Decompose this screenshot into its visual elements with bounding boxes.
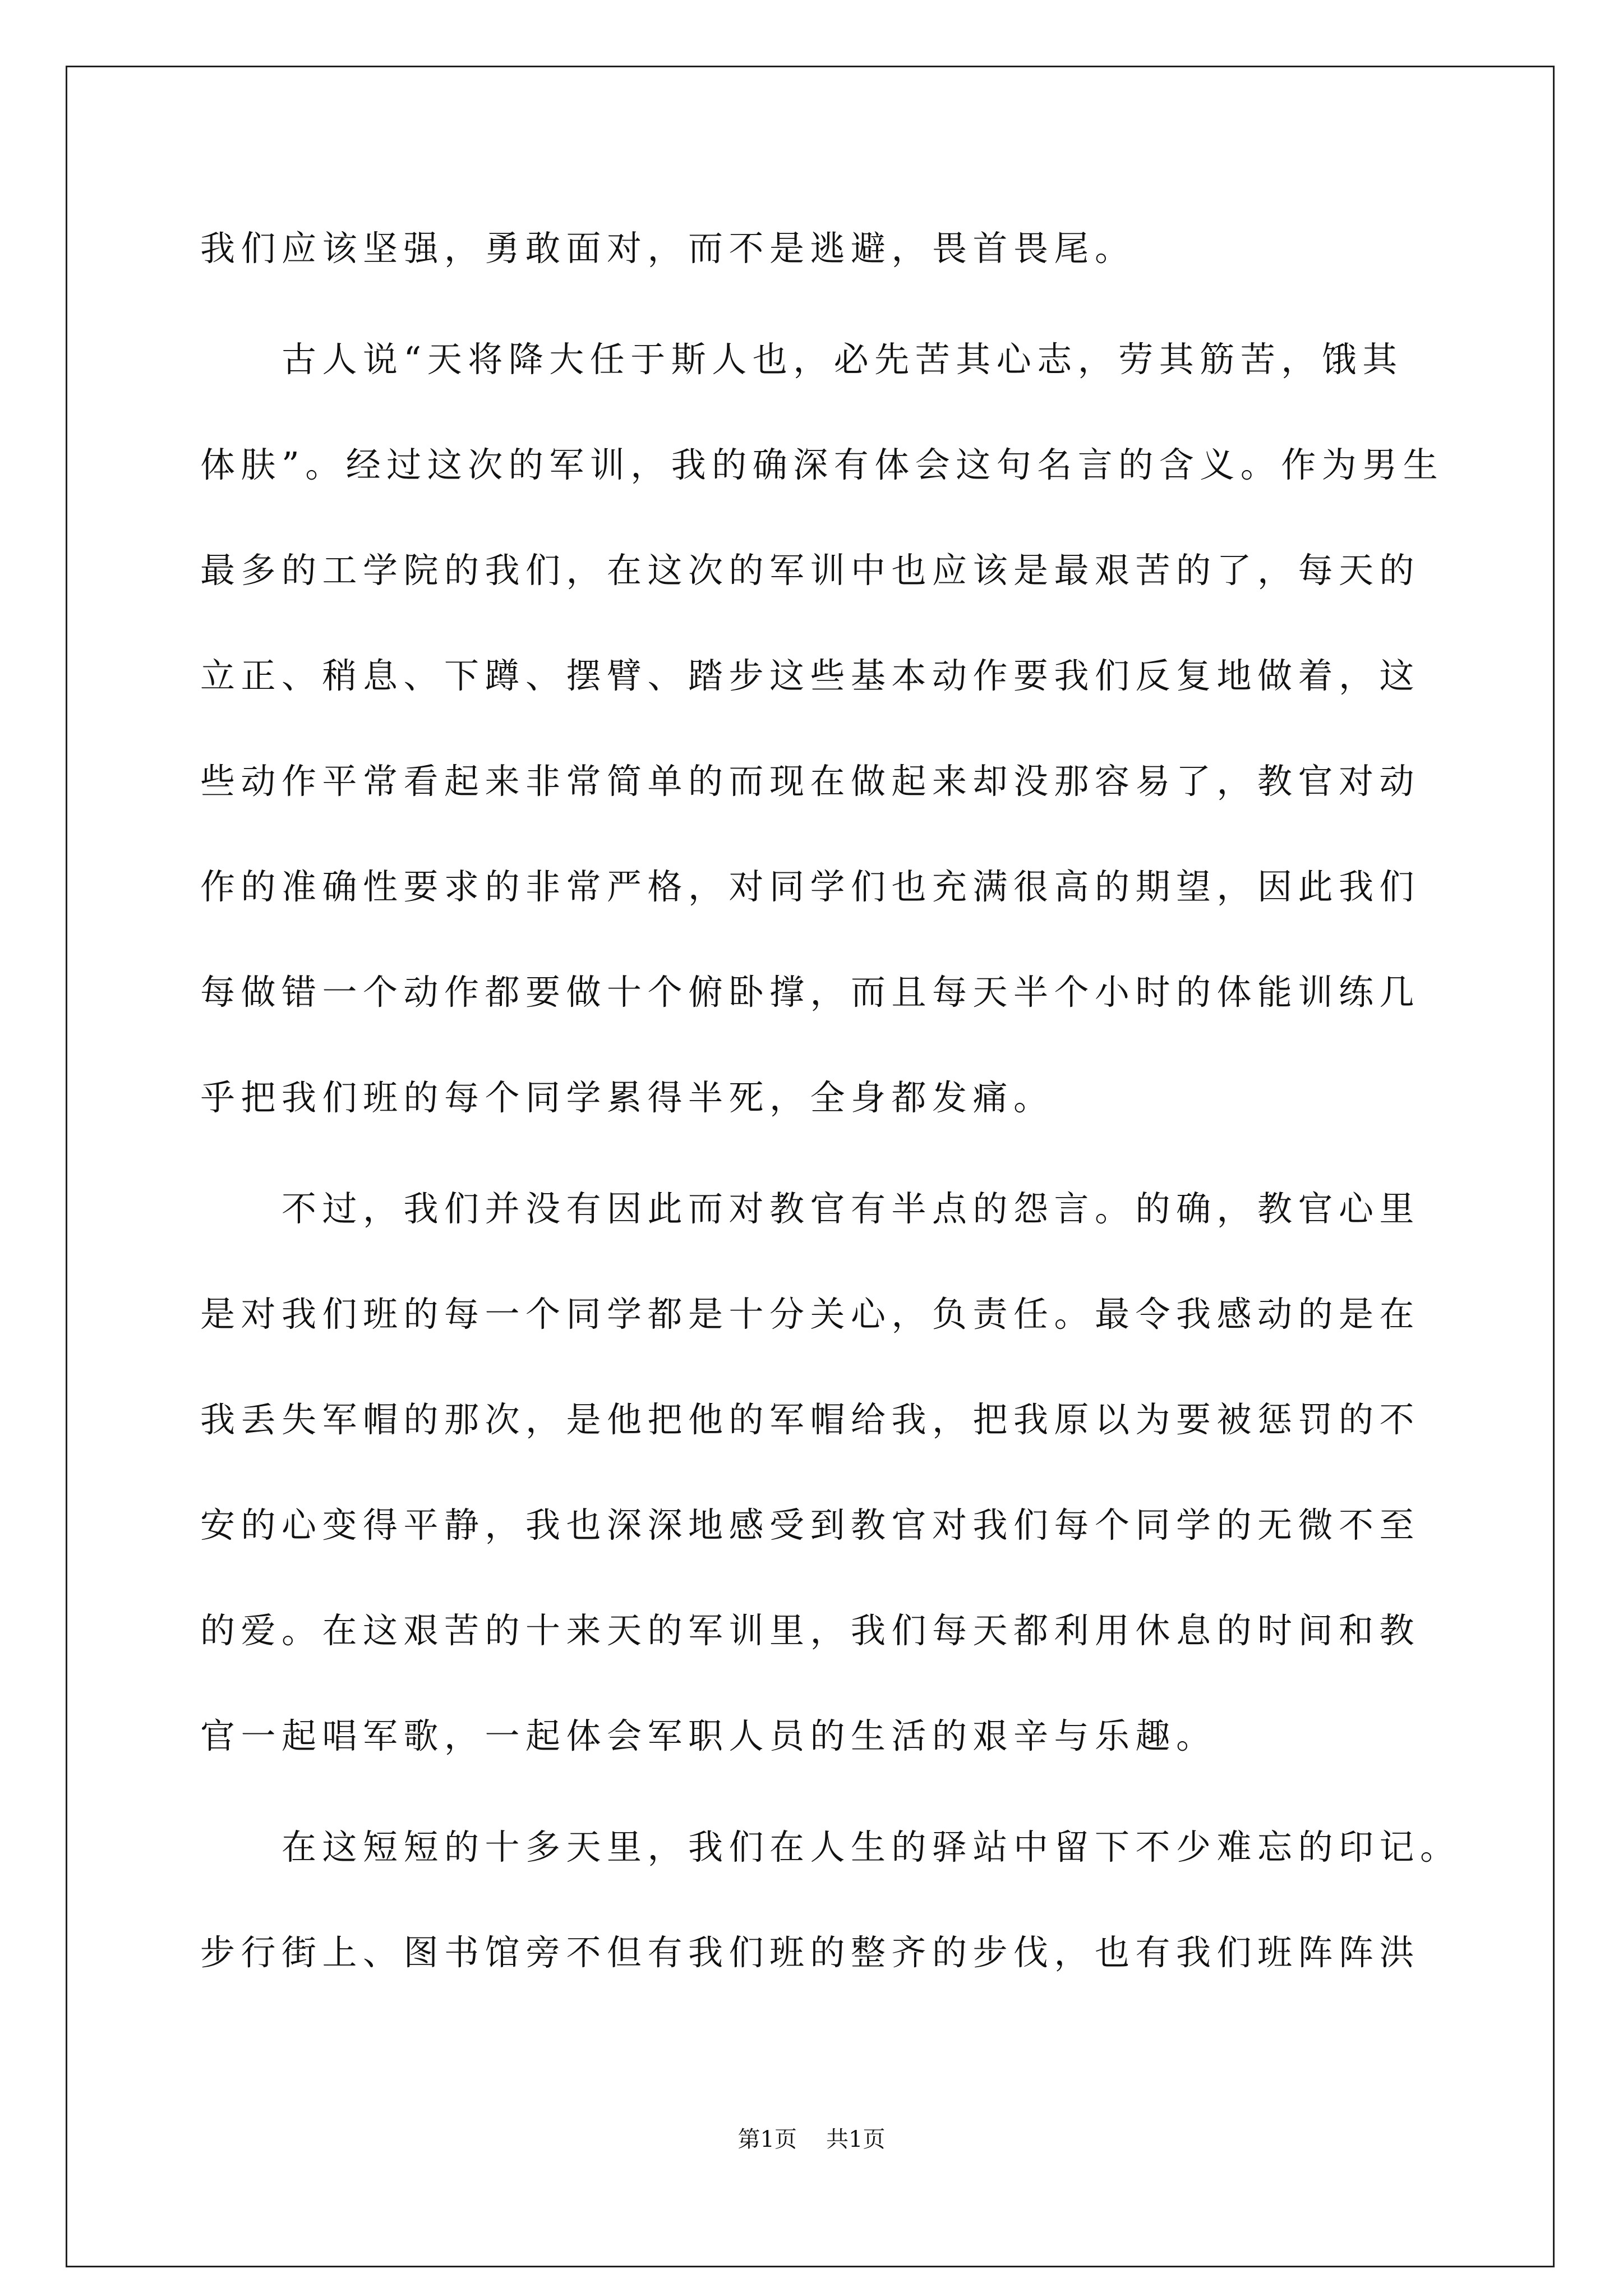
text-line: 安的心变得平静，我也深深地感受到教官对我们每个同学的无微不至 [200, 1504, 1421, 1545]
paragraph [200, 307, 1490, 1151]
text-line: 我们应该坚强，勇敢面对，而不是逃避，畏首畏尾。 [200, 228, 1136, 269]
text-line: 作的准确性要求的非常严格，对同学们也充满很高的期望，因此我们 [200, 866, 1421, 907]
text-line: 步行街上、图书馆旁不但有我们班的整齐的步伐，也有我们班阵阵洪 [200, 1932, 1421, 1973]
text-line: 些动作平常看起来非常简单的而现在做起来却没那容易了，教官对动 [200, 761, 1421, 802]
page-total: 共1页 [826, 2127, 886, 2152]
text-line: 的爱。在这艰苦的十来天的军训里，我们每天都利用休息的时间和教 [200, 1610, 1421, 1651]
text-line: 每做错一个动作都要做十个俯卧撑，而且每天半个小时的体能训练几 [200, 972, 1421, 1013]
text-line: 官一起唱军歌，一起体会军职人员的生活的艰辛与乐趣。 [200, 1715, 1217, 1756]
paragraph [200, 196, 1490, 301]
text-line: 体肤”。经过这次的军训，我的确深有体会这句名言的含义。作为男生 [200, 444, 1444, 485]
page-footer [0, 2125, 1623, 2154]
document-body [200, 196, 1490, 2005]
text-line: 我丢失军帽的那次，是他把他的军帽给我，把我原以为要被惩罚的不 [200, 1399, 1421, 1440]
text-line: 在这短短的十多天里，我们在人生的驿站中留下不少难忘的印记。 [282, 1826, 1461, 1867]
text-line: 古人说“天将降大任于斯人也，必先苦其心志，劳其筋苦，饿其 [282, 339, 1403, 380]
text-line: 乎把我们班的每个同学累得半死，全身都发痛。 [200, 1077, 1054, 1118]
paragraph [200, 1156, 1490, 1789]
text-line: 不过，我们并没有因此而对教官有半点的怨言。的确，教官心里 [282, 1188, 1421, 1229]
text-line: 立正、稍息、下蹲、摆臂、踏步这些基本动作要我们反复地做着，这 [200, 655, 1421, 696]
page-number: 第1页 [737, 2127, 797, 2152]
text-line: 是对我们班的每一个同学都是十分关心，负责任。最令我感动的是在 [200, 1294, 1421, 1335]
text-line: 最多的工学院的我们，在这次的军训中也应该是最艰苦的了，每天的 [200, 550, 1421, 591]
paragraph [200, 1795, 1490, 2005]
